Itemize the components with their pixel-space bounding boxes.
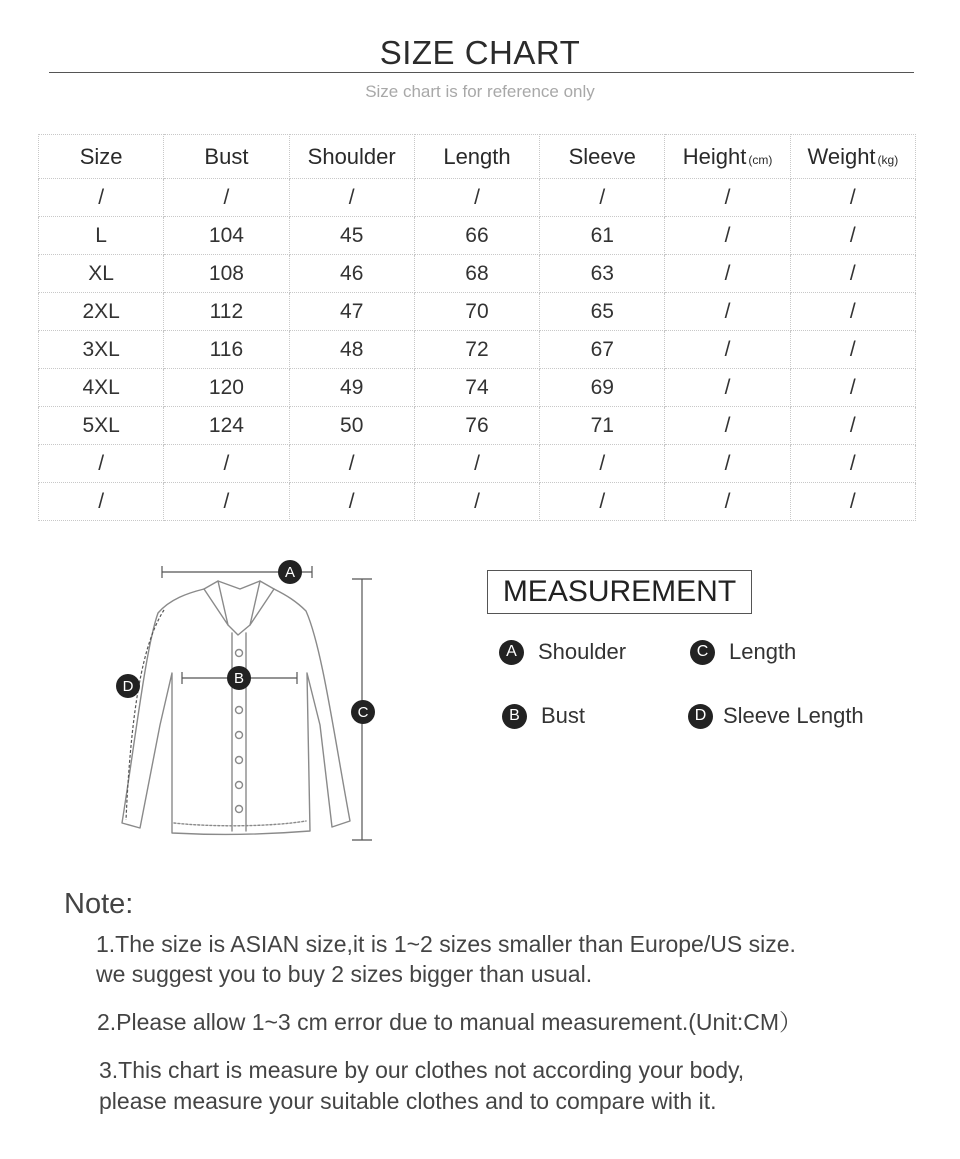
legend-label: Shoulder (538, 639, 627, 664)
legend-label: Length (729, 639, 797, 664)
table-cell: / (665, 483, 790, 521)
table-cell: 5XL (39, 407, 164, 445)
table-cell: / (790, 407, 915, 445)
header-weight: Weight (kg) (790, 135, 915, 179)
page-subtitle: Size chart is for reference only (365, 82, 595, 101)
table-cell: / (790, 293, 915, 331)
table-row (39, 179, 916, 217)
table-cell: / (164, 483, 289, 521)
marker-d (116, 674, 140, 698)
table-row (39, 483, 916, 521)
header-weight-unit: (kg) (877, 152, 899, 167)
table-cell: 120 (164, 369, 289, 407)
table-cell: / (790, 217, 915, 255)
table-cell: / (540, 179, 665, 217)
table-cell: / (39, 445, 164, 483)
legend-sleeve-length (688, 703, 864, 729)
table-cell: 74 (414, 369, 539, 407)
legend-badge-d: D (688, 704, 713, 729)
table-cell: / (790, 331, 915, 369)
marker-b (227, 666, 251, 690)
header-sleeve: Sleeve (540, 135, 665, 179)
table-cell: L (39, 217, 164, 255)
table-cell: 48 (289, 331, 414, 369)
table-cell: 65 (540, 293, 665, 331)
legend-length (690, 639, 796, 665)
table-cell: / (665, 369, 790, 407)
table-cell: / (665, 293, 790, 331)
table-cell: 49 (289, 369, 414, 407)
size-table (38, 134, 916, 521)
shirt-diagram (100, 555, 400, 855)
table-cell: / (540, 445, 665, 483)
table-cell: 3XL (39, 331, 164, 369)
table-row (39, 217, 916, 255)
table-cell: / (665, 255, 790, 293)
table-cell: 116 (164, 331, 289, 369)
note-line-1: 1.The size is ASIAN size,it is 1~2 sizes smaller than Europe/US size. (96, 931, 796, 957)
table-cell: / (665, 179, 790, 217)
table-cell: 4XL (39, 369, 164, 407)
svg-text:B: B (233, 670, 245, 687)
svg-text:C: C (357, 704, 369, 721)
note-line-3: 3.This chart is measure by our clothes not according your body, (99, 1057, 745, 1083)
header-shoulder: Shoulder (289, 135, 414, 179)
table-cell: 67 (540, 331, 665, 369)
table-cell: 69 (540, 369, 665, 407)
legend-shoulder (499, 639, 626, 665)
table-cell: 71 (540, 407, 665, 445)
legend-badge-b: B (502, 704, 527, 729)
table-cell: 50 (289, 407, 414, 445)
table-cell: / (164, 179, 289, 217)
table-cell: / (790, 483, 915, 521)
legend-bust (502, 703, 585, 729)
table-cell: 104 (164, 217, 289, 255)
legend-label: Bust (541, 703, 586, 728)
table-cell: 68 (414, 255, 539, 293)
table-cell: 108 (164, 255, 289, 293)
note-line-2: 2.Please allow 1~3 cm error due to manual measurement.(Unit:CM） (97, 1009, 802, 1035)
header-height: Height (cm) (665, 135, 790, 179)
table-row (39, 255, 916, 293)
table-cell: / (790, 369, 915, 407)
table-cell: / (289, 445, 414, 483)
table-cell: 45 (289, 217, 414, 255)
table-cell: 112 (164, 293, 289, 331)
legend-badge-c: C (690, 640, 715, 665)
svg-text:A: A (284, 564, 296, 581)
table-cell: 124 (164, 407, 289, 445)
legend-badge-a: A (499, 640, 524, 665)
table-cell: / (665, 331, 790, 369)
table-row (39, 407, 916, 445)
note-line-1b: we suggest you to buy 2 sizes bigger than usual. (96, 961, 593, 987)
table-cell: / (665, 445, 790, 483)
table-cell: 66 (414, 217, 539, 255)
table-row (39, 293, 916, 331)
table-row (39, 369, 916, 407)
title-divider (49, 72, 914, 73)
table-header-row (39, 135, 916, 179)
marker-c (351, 700, 375, 724)
header-height-unit: (cm) (748, 152, 773, 167)
header-length: Length (414, 135, 539, 179)
table-cell: / (665, 217, 790, 255)
table-cell: / (39, 483, 164, 521)
table-cell: / (790, 179, 915, 217)
table-cell: 47 (289, 293, 414, 331)
table-cell: / (790, 255, 915, 293)
table-cell: / (665, 407, 790, 445)
table-cell: / (790, 445, 915, 483)
table-cell: 63 (540, 255, 665, 293)
table-cell: / (540, 483, 665, 521)
table-cell: 2XL (39, 293, 164, 331)
table-cell: / (289, 483, 414, 521)
note-line-3b: please measure your suitable clothes and to compare with it. (99, 1088, 717, 1114)
table-row (39, 445, 916, 483)
table-cell: / (414, 445, 539, 483)
header-bust: Bust (164, 135, 289, 179)
measurement-title: MEASUREMENT (487, 570, 752, 614)
table-cell: 72 (414, 331, 539, 369)
table-cell: 70 (414, 293, 539, 331)
svg-text:D: D (122, 678, 134, 695)
table-cell: / (414, 179, 539, 217)
legend-label: Sleeve Length (723, 703, 864, 728)
table-cell: / (289, 179, 414, 217)
table-row (39, 331, 916, 369)
table-cell: XL (39, 255, 164, 293)
marker-a (278, 560, 302, 584)
table-cell: 46 (289, 255, 414, 293)
table-cell: / (164, 445, 289, 483)
header-size: Size (39, 135, 164, 179)
table-cell: 76 (414, 407, 539, 445)
table-cell: 61 (540, 217, 665, 255)
table-cell: / (414, 483, 539, 521)
table-cell: / (39, 179, 164, 217)
note-title: Note: (64, 888, 134, 920)
page-title: SIZE CHART (379, 34, 581, 71)
